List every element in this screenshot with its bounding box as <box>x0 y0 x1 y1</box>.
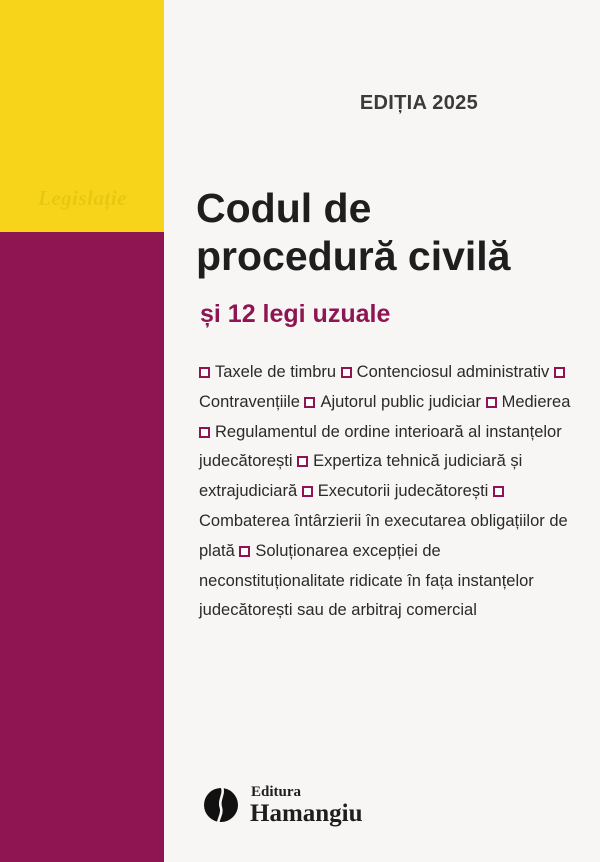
title-line: Codul de <box>196 185 372 231</box>
checkbox-square-icon <box>554 367 565 378</box>
checkbox-square-icon <box>304 397 315 408</box>
checkbox-square-icon <box>199 427 210 438</box>
topic-item: Taxele de timbru <box>199 363 336 381</box>
edition-label: EDIȚIA 2025 <box>359 92 478 114</box>
checkbox-square-icon <box>302 486 313 497</box>
topic-item: Medierea <box>486 393 571 411</box>
title-line: procedură civilă <box>196 233 511 279</box>
topic-item: Contravențiile <box>199 363 570 411</box>
topic-item: Soluționarea excepției de neconstituționalitate ridicate în fața instanțelor judecătorești sau de arbitraj comercial <box>199 541 534 620</box>
topic-item: Contenciosul administrativ <box>341 363 550 381</box>
checkbox-square-icon <box>341 367 352 378</box>
checkbox-square-icon <box>493 486 504 497</box>
publisher-label: Editura <box>251 784 302 800</box>
book-title <box>196 184 576 280</box>
series-label: Legislație <box>38 186 127 210</box>
topic-item: Ajutorul public judiciar <box>304 393 481 411</box>
topic-item: Expertiza tehnică judiciară și extrajudiciară <box>199 452 523 501</box>
topic-item: Regulamentul de ordine interioară al instanțelor judecătorești <box>199 422 562 471</box>
magenta-band <box>0 232 164 862</box>
checkbox-square-icon <box>297 456 308 467</box>
book-subtitle: și 12 legi uzuale <box>200 300 391 328</box>
checkbox-square-icon <box>486 397 497 408</box>
topic-list <box>199 358 584 626</box>
publisher-logo-icon <box>203 778 239 832</box>
topic-item: Executorii judecătorești <box>302 482 489 500</box>
checkbox-square-icon <box>239 546 250 557</box>
topic-item: Combaterea întârzierii în executarea obligațiilor de plată <box>199 482 568 560</box>
publisher-name: Hamangiu <box>250 800 363 827</box>
checkbox-square-icon <box>199 367 210 378</box>
